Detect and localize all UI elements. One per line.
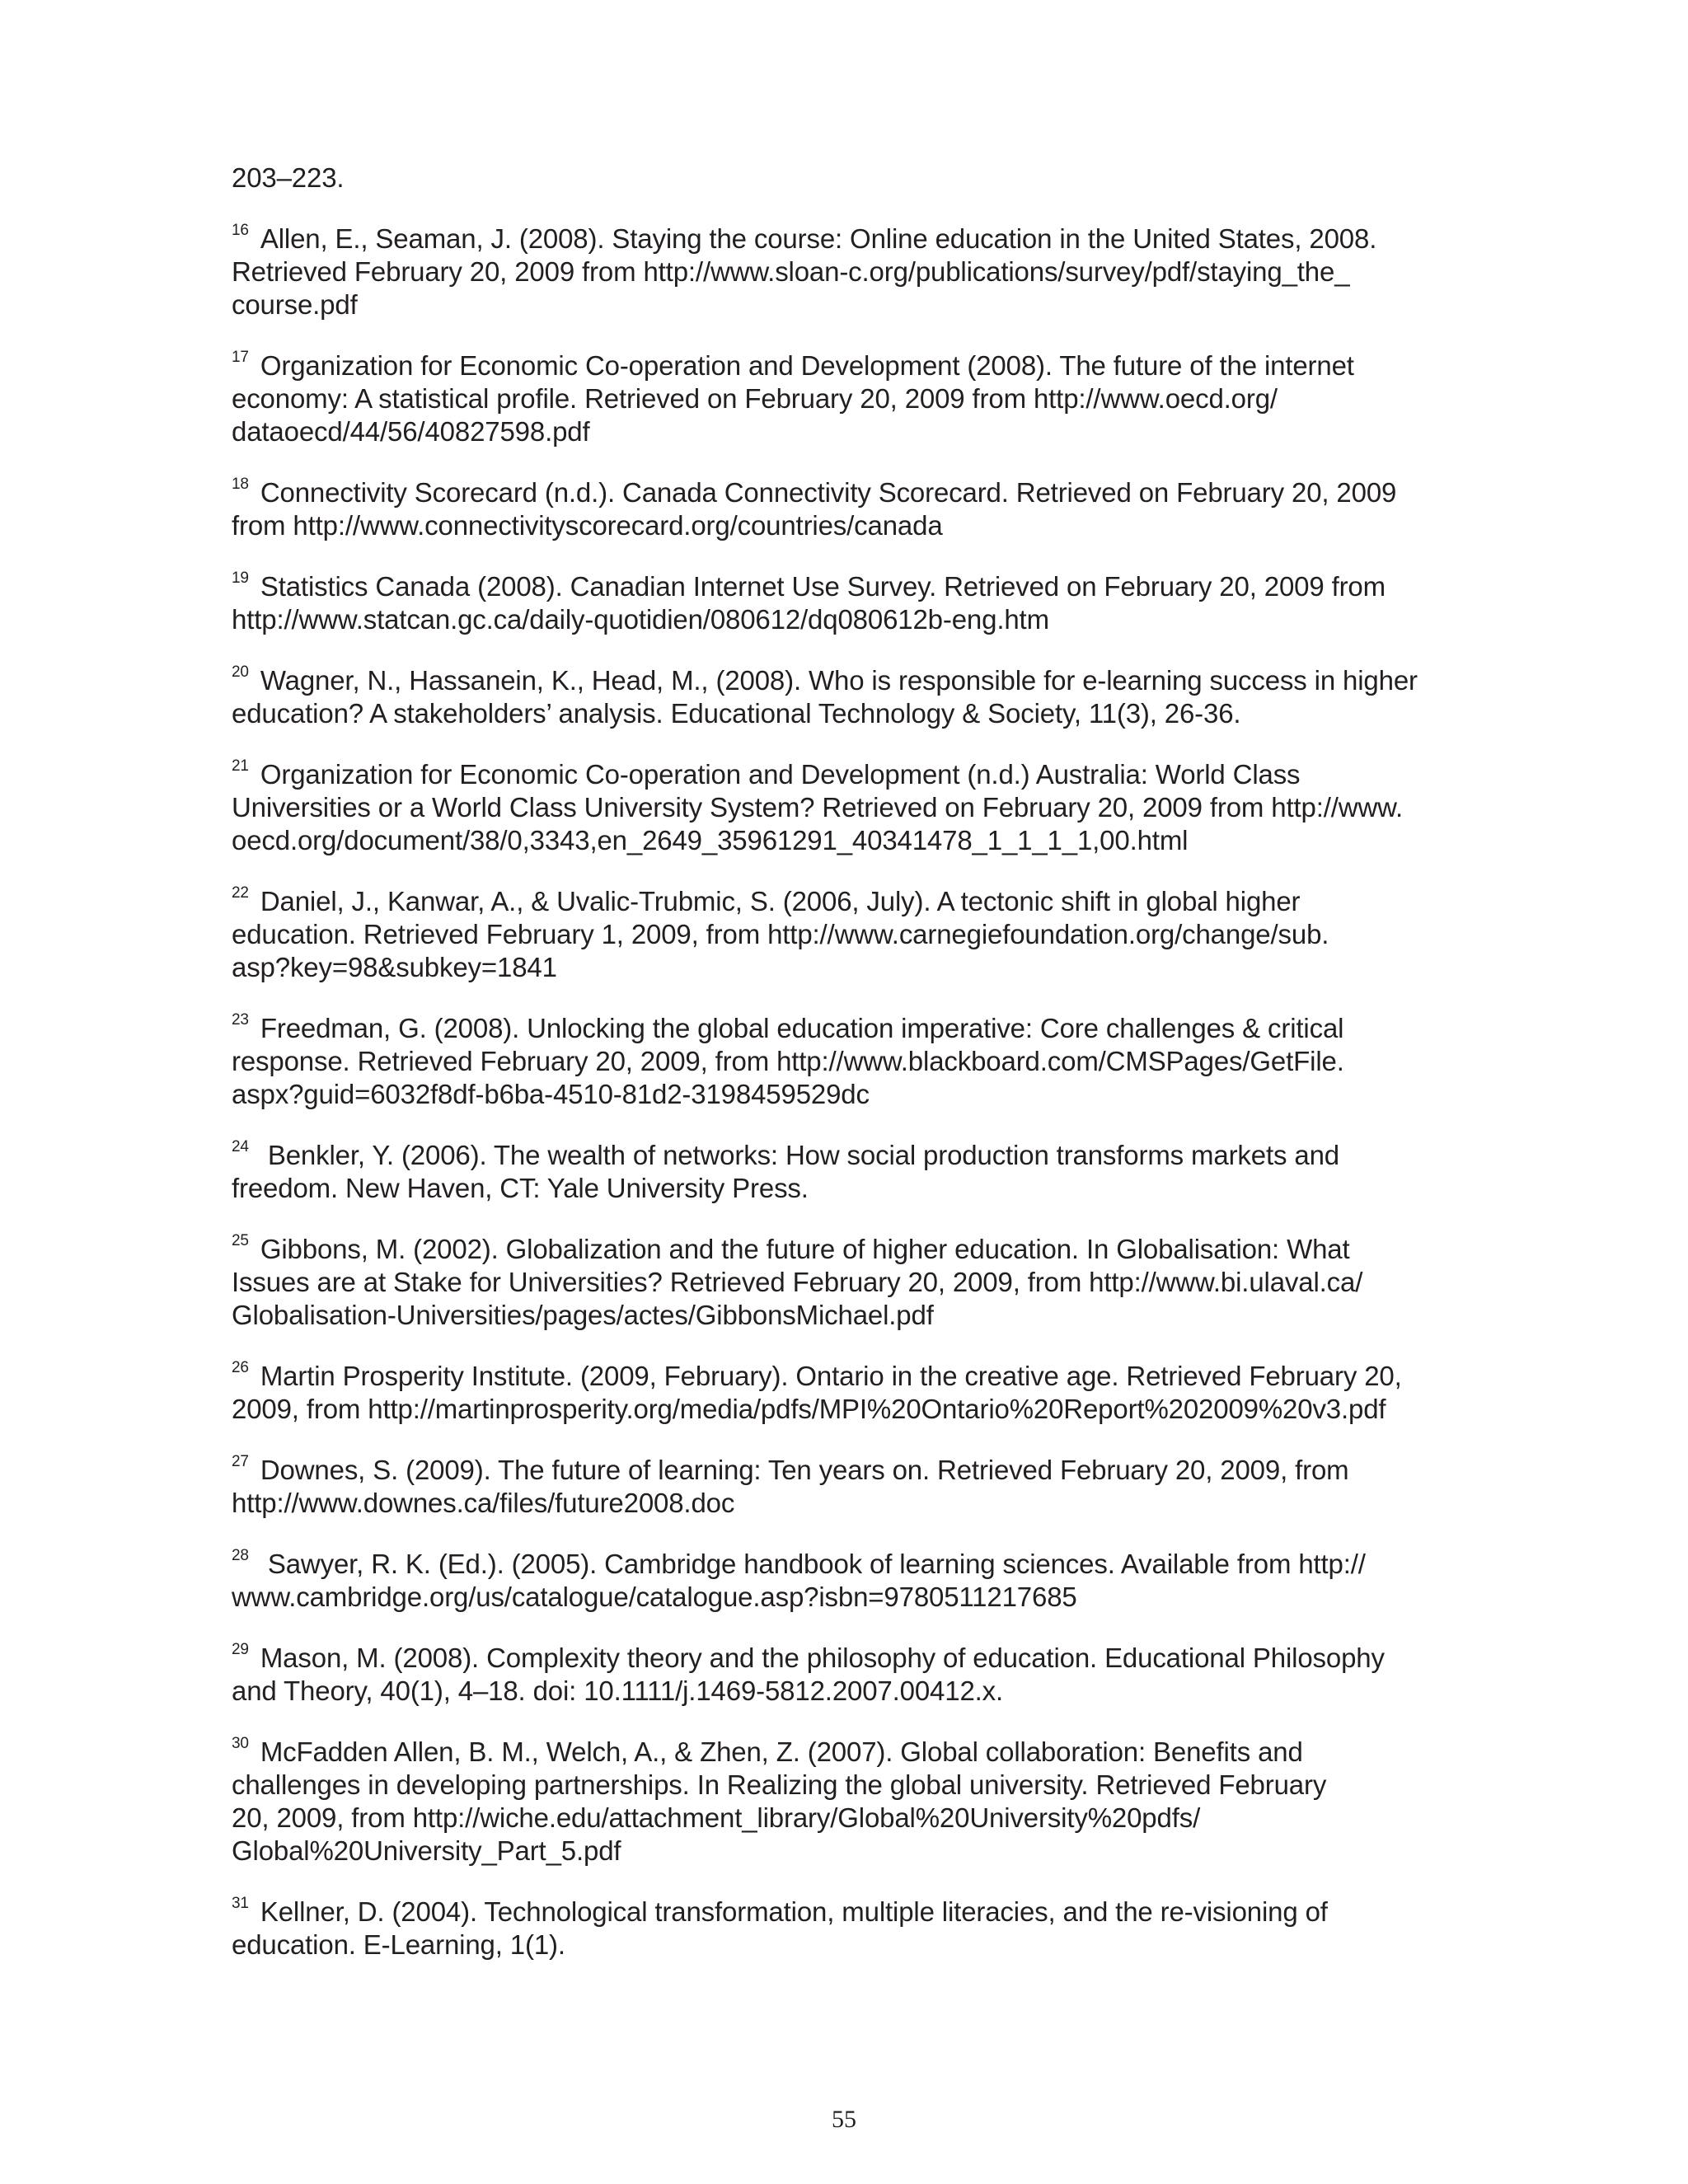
endnote-number: 18 <box>232 476 249 493</box>
endnote-text: Allen, E., Seaman, J. (2008). Staying the course: Online education in the United States, 2008. Retrieved February 20, 2009 from http://www.sloan-c.org/publications/survey/pdf/staying_the_ course.pdf <box>232 223 1377 320</box>
endnote-number: 17 <box>232 349 249 366</box>
endnote-17 <box>232 349 1472 448</box>
endnote-number: 22 <box>232 884 249 902</box>
endnote-23 <box>232 1012 1472 1111</box>
endnote-18 <box>232 476 1472 542</box>
endnote-text: Daniel, J., Kanwar, A., & Uvalic-Trubmic, S. (2006, July). A tectonic shift in global higher education. Retrieved February 1, 2009, from http://www.carnegiefoundation.org/change/sub. asp?key=98&subkey=1841 <box>232 886 1329 982</box>
endnote-number: 28 <box>232 1547 249 1564</box>
endnotes-section <box>232 162 1472 1990</box>
endnote-26 <box>232 1360 1472 1426</box>
endnote-25 <box>232 1233 1472 1332</box>
endnote-text: Wagner, N., Hassanein, K., Head, M., (2008). Who is responsible for e-learning success in higher education? A stakeholders’ analysis. Educational Technology & Society, 11(3), 26-36. <box>232 665 1418 729</box>
endnotes-list <box>232 223 1472 1961</box>
endnote-number: 24 <box>232 1138 249 1155</box>
endnote-text: Statistics Canada (2008). Canadian Internet Use Survey. Retrieved on February 20, 2009 from http://www.statcan.gc.ca/daily-quotidien/080612/dq080612b-eng.htm <box>232 571 1386 635</box>
endnote-number: 31 <box>232 1895 249 1912</box>
endnote-number: 30 <box>232 1735 249 1752</box>
endnote-text: Connectivity Scorecard (n.d.). Canada Connectivity Scorecard. Retrieved on February 20, 2009 from http://www.connectivityscorecard.org/countries/canada <box>232 477 1397 541</box>
endnote-22 <box>232 885 1472 984</box>
endnote-number: 23 <box>232 1011 249 1029</box>
endnote-number: 27 <box>232 1453 249 1470</box>
endnote-20 <box>232 664 1472 730</box>
endnote-text: Downes, S. (2009). The future of learning: Ten years on. Retrieved February 20, 2009, from http://www.downes.ca/files/future2008.doc <box>232 1455 1349 1518</box>
endnote-text: Sawyer, R. K. (Ed.). (2005). Cambridge handbook of learning sciences. Available from http:// www.cambridge.org/us/catalogue/catalogue.asp?isbn=9780511217685 <box>232 1549 1366 1612</box>
endnote-16 <box>232 223 1472 321</box>
endnote-number: 16 <box>232 222 249 239</box>
endnote-number: 20 <box>232 663 249 681</box>
endnote-number: 26 <box>232 1359 249 1376</box>
endnote-text: McFadden Allen, B. M., Welch, A., & Zhen, Z. (2007). Global collaboration: Benefits and challenges in developing partnerships. In Realizing the global university. Retrieved February 20, 2009, from http://wiche.edu/attachment_library/Global%20University%20pdfs/ Global%20University_Part_5.pdf <box>232 1736 1327 1866</box>
endnote-19 <box>232 570 1472 636</box>
endnote-30 <box>232 1736 1472 1868</box>
endnote-24 <box>232 1139 1472 1205</box>
endnote-29 <box>232 1642 1472 1708</box>
endnote-number: 19 <box>232 569 249 587</box>
endnote-number: 29 <box>232 1641 249 1658</box>
endnote-text: Organization for Economic Co-operation and Development (2008). The future of the internet economy: A statistical profile. Retrieved on February 20, 2009 from http://www.oecd.org/ dataoecd/44/56/40827598.pdf <box>232 350 1354 447</box>
endnote-21 <box>232 758 1472 857</box>
endnote-text: Mason, M. (2008). Complexity theory and the philosophy of education. Educational Philosophy and Theory, 40(1), 4–18. doi: 10.1111/j.1469-5812.2007.00412.x. <box>232 1643 1385 1706</box>
endnote-text: Kellner, D. (2004). Technological transformation, multiple literacies, and the re-visioning of education. E-Learning, 1(1). <box>232 1896 1328 1960</box>
endnote-text: Freedman, G. (2008). Unlocking the global education imperative: Core challenges & critical response. Retrieved February 20, 2009, from http://www.blackboard.com/CMSPages/GetFile. aspx?guid=6032f8df-b6ba-4510-81d2-3198459529dc <box>232 1013 1344 1109</box>
endnote-number: 25 <box>232 1232 249 1249</box>
endnote-text: Martin Prosperity Institute. (2009, February). Ontario in the creative age. Retrieved February 20, 2009, from http://martinprosperity.org/media/pdfs/MPI%20Ontario%20Report%202009%20v3.pdf <box>232 1361 1402 1424</box>
endnote-27 <box>232 1454 1472 1520</box>
endnote-number: 21 <box>232 757 249 775</box>
endnote-text: Gibbons, M. (2002). Globalization and the future of higher education. In Globalisation: What Issues are at Stake for Universities? Retrieved February 20, 2009, from http://www.bi.ulaval.ca/ Globalisation-Universities/pages/actes/GibbonsMichael.pdf <box>232 1234 1363 1330</box>
endnote-28 <box>232 1548 1472 1614</box>
endnote-continuation: 203–223. <box>232 162 345 193</box>
endnote-text: Organization for Economic Co-operation and Development (n.d.) Australia: World Class Universities or a World Class University System? Retrieved on February 20, 2009 from http://www. oecd.org/document/38/0,3343,en_2649_35961291_40341478_1_1_1_1,00.html <box>232 759 1404 855</box>
page-number: 55 <box>832 2106 856 2133</box>
endnote-text: Benkler, Y. (2006). The wealth of networks: How social production transforms markets and freedom. New Haven, CT: Yale University Press. <box>232 1140 1339 1203</box>
endnote-31 <box>232 1896 1472 1961</box>
